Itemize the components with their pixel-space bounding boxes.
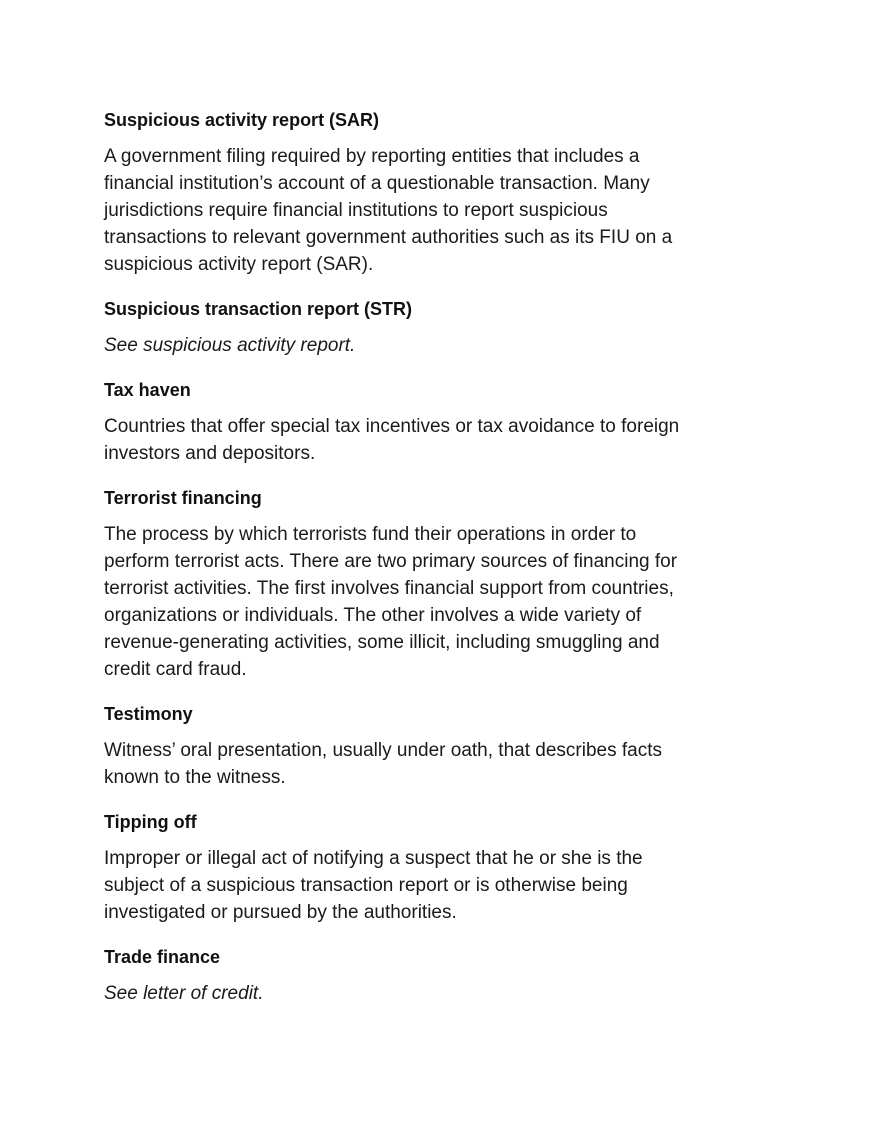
definition-line: financial institution’s account of a questionable transaction. Many bbox=[104, 173, 650, 194]
definition-line: organizations or individuals. The other involves a wide variety of bbox=[104, 605, 642, 626]
glossary-entry bbox=[104, 944, 679, 1007]
definition-line: transactions to relevant government authorities such as its FIU on a bbox=[104, 227, 673, 248]
glossary-page bbox=[104, 107, 679, 1025]
definition-line: subject of a suspicious transaction report or is otherwise being bbox=[104, 875, 628, 896]
definition-line: perform terrorist acts. There are two primary sources of financing for bbox=[104, 551, 678, 572]
glossary-term: Trade finance bbox=[104, 947, 221, 967]
definition-line: The process by which terrorists fund their operations in order to bbox=[104, 524, 637, 545]
definition-line: investigated or pursued by the authorities. bbox=[104, 902, 457, 923]
glossary-term: Terrorist financing bbox=[104, 488, 262, 508]
glossary-term: Tax haven bbox=[104, 380, 191, 400]
glossary-term: Suspicious transaction report (STR) bbox=[104, 299, 413, 319]
definition-line: terrorist activities. The first involves financial support from countries, bbox=[104, 578, 674, 599]
definition-line: Countries that offer special tax incentives or tax avoidance to foreign bbox=[104, 416, 680, 437]
glossary-entry bbox=[104, 701, 679, 791]
definition-line: investors and depositors. bbox=[104, 443, 316, 464]
definition-line: revenue-generating activities, some illicit, including smuggling and bbox=[104, 632, 660, 653]
definition-line: known to the witness. bbox=[104, 767, 286, 788]
glossary-term: Suspicious activity report (SAR) bbox=[104, 110, 380, 130]
cross-reference-text: See letter of credit. bbox=[104, 983, 264, 1004]
definition-line: Witness’ oral presentation, usually under oath, that describes facts bbox=[104, 740, 662, 761]
definition-line: Improper or illegal act of notifying a suspect that he or she is the bbox=[104, 848, 643, 869]
glossary-term: Tipping off bbox=[104, 812, 197, 832]
definition-line: suspicious activity report (SAR). bbox=[104, 254, 374, 275]
definition-line: A government filing required by reporting entities that includes a bbox=[104, 146, 640, 167]
glossary-entry bbox=[104, 296, 679, 359]
glossary-entry bbox=[104, 377, 679, 467]
glossary-entry bbox=[104, 809, 679, 926]
glossary-entry bbox=[104, 107, 679, 278]
definition-line: jurisdictions require financial institutions to report suspicious bbox=[104, 200, 608, 221]
definition-line: credit card fraud. bbox=[104, 659, 247, 680]
cross-reference-text: See suspicious activity report. bbox=[104, 335, 356, 356]
glossary-term: Testimony bbox=[104, 704, 193, 724]
glossary-entry bbox=[104, 485, 679, 683]
